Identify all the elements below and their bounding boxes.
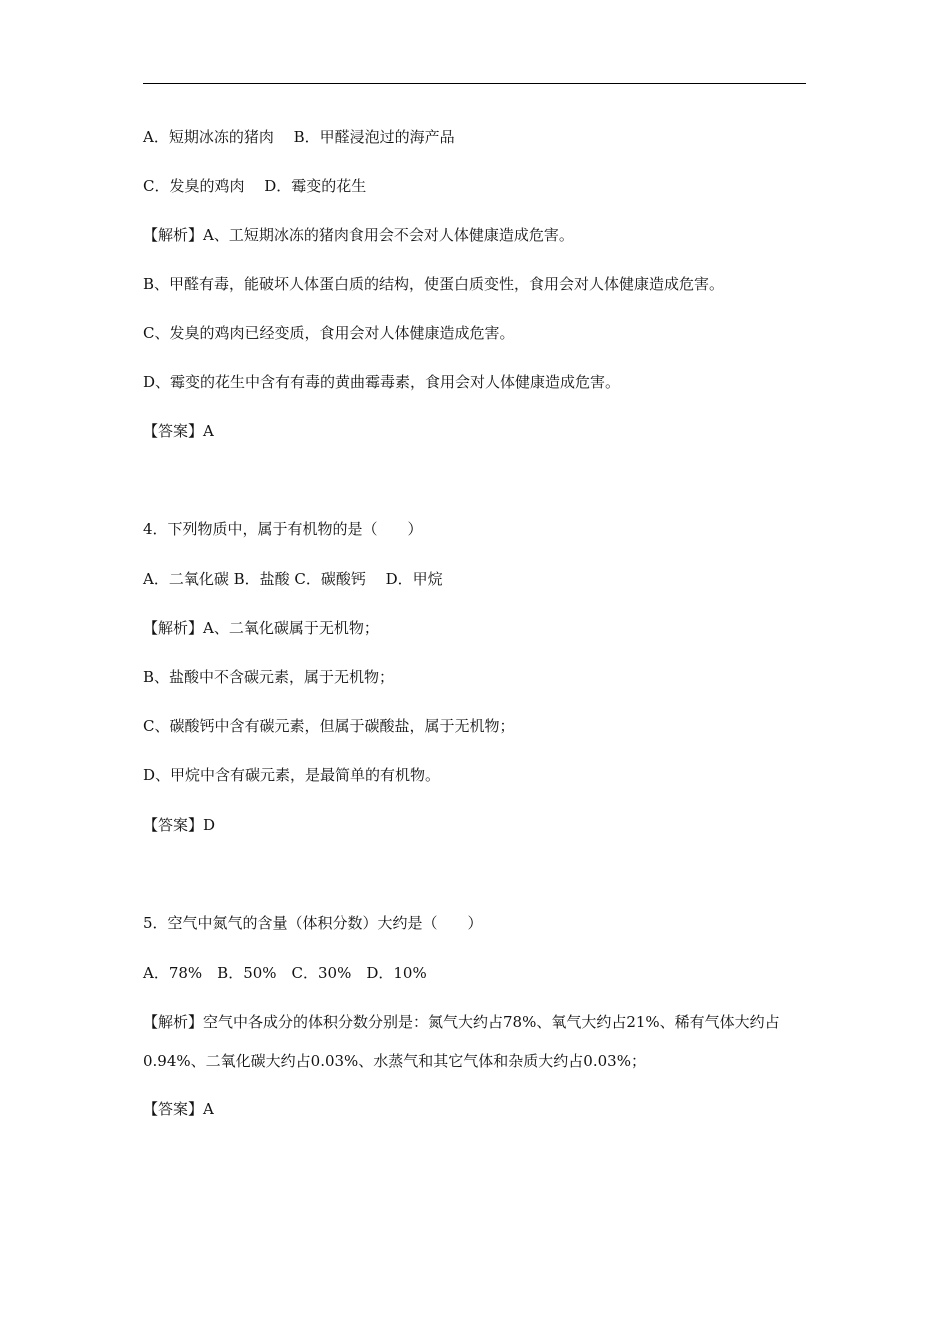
q5-analysis-line: 0.94%、二氧化碳大约占0.03%、水蒸气和其它气体和杂质大约占0.03%； [143,1052,646,1070]
q5-answer: 【答案】A [143,1100,214,1118]
q3-analysis-line: 【解析】A、工短期冰冻的猪肉食用会不会对人体健康造成危害。 [143,226,574,244]
q4-analysis-line: B、盐酸中不含碳元素，属于无机物； [143,668,395,686]
q3-analysis-line: D、霉变的花生中含有有毒的黄曲霉毒素，食用会对人体健康造成危害。 [143,373,621,391]
q3-analysis-line: B、甲醛有毒，能破坏人体蛋白质的结构，使蛋白质变性，食用会对人体健康造成危害。 [143,275,725,293]
q4-analysis-line: C、碳酸钙中含有碳元素，但属于碳酸盐，属于无机物； [143,717,515,735]
q3-answer: 【答案】A [143,422,214,440]
q3-options-line2: C．发臭的鸡肉 D．霉变的花生 [143,177,367,195]
header-rule [143,83,806,84]
q4-analysis-line: 【解析】A、二氧化碳属于无机物； [143,619,379,637]
q4-analysis-line: D、甲烷中含有碳元素，是最简单的有机物。 [143,766,441,784]
q5-analysis-line: 【解析】空气中各成分的体积分数分别是：氮气大约占78%、氧气大约占21%、稀有气体大约占 [143,1013,780,1031]
q3-analysis-line: C、发臭的鸡肉已经变质，食用会对人体健康造成危害。 [143,324,515,342]
q4-answer: 【答案】D [143,816,216,834]
q4-options: A．二氧化碳 B．盐酸 C．碳酸钙 D．甲烷 [143,570,443,588]
q5-question: 5．空气中氮气的含量（体积分数）大约是（ ） [143,914,483,932]
q4-question: 4．下列物质中，属于有机物的是（ ） [143,520,423,538]
q5-options: A．78% B．50% C．30% D．10% [143,964,427,982]
q3-options-line1: A．短期冰冻的猪肉 B．甲醛浸泡过的海产品 [143,128,455,146]
